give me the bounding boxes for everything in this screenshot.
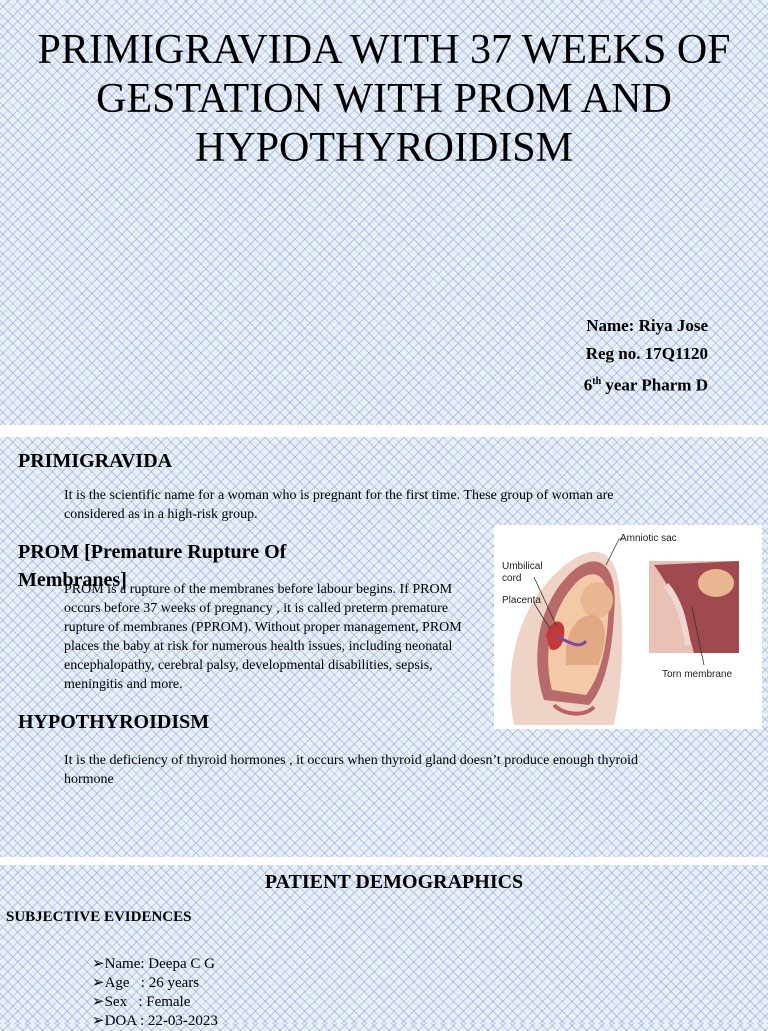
prom-illustration (494, 525, 762, 729)
label-torn-membrane: Torn membrane (662, 669, 733, 680)
hypothyroidism-heading: HYPOTHYROIDISM (18, 711, 210, 733)
primigravida-heading: PRIMIGRAVIDA (18, 450, 173, 472)
list-item: ➢Name: Deepa C G (92, 956, 215, 972)
label-placenta: Placenta (502, 595, 541, 606)
slide-separator (0, 425, 768, 437)
presentation-title: PRIMIGRAVIDA WITH 37 WEEKS OF GESTATION WITH PROM AND HYPOTHYROIDISM (37, 27, 731, 171)
label-cord: cord (502, 573, 522, 584)
demographics-title: PATIENT DEMOGRAPHICS (264, 871, 524, 893)
label-amniotic-sac: Amniotic sac (620, 533, 677, 544)
year-suffix: th (592, 376, 602, 387)
definitions-slide (0, 437, 768, 857)
registration-number: Reg no. 17Q1120 (585, 344, 708, 363)
year-number: 6 (583, 375, 593, 395)
subjective-evidences-heading: SUBJECTIVE EVIDENCES (6, 909, 192, 925)
demographics-list (92, 955, 218, 1031)
list-item: ➢DOA : 22-03-2023 (92, 1013, 218, 1029)
hypothyroidism-text: It is the deficiency of thyroid hormones , it occurs when thyroid gland doesn’t produce enough thyroid hormone (64, 753, 638, 787)
pregnancy-diagram (494, 525, 762, 729)
prom-text: PROM is a rupture of the membranes before labour begins. If PROM occurs before 37 weeks of pregnancy , it is called preterm premature rupture of membranes (PPROM). Without proper management, PROM places the baby at risk for numerous health issues, including neonatal encephalopathy, cerebral palsy, developmental disabilities, sepsis, meningitis and more. (64, 582, 462, 692)
primigravida-text: It is the scientific name for a woman who is pregnant for the first time. These group of woman are considered as in a high-risk group. (64, 488, 614, 522)
author-name: Name: Riya Jose (586, 316, 708, 335)
label-umbilical: Umbilical (502, 561, 543, 572)
slide-separator (0, 857, 768, 865)
list-item: ➢Sex : Female (92, 994, 191, 1010)
title-slide (0, 0, 768, 425)
prom-heading: PROM [Premature Rupture Of Membranes] (18, 541, 287, 591)
course-year (480, 368, 708, 400)
year-course: year Pharm D (601, 375, 708, 395)
demographics-slide (0, 865, 768, 1029)
list-item: ➢Age : 26 years (92, 975, 200, 991)
author-block (480, 312, 708, 400)
